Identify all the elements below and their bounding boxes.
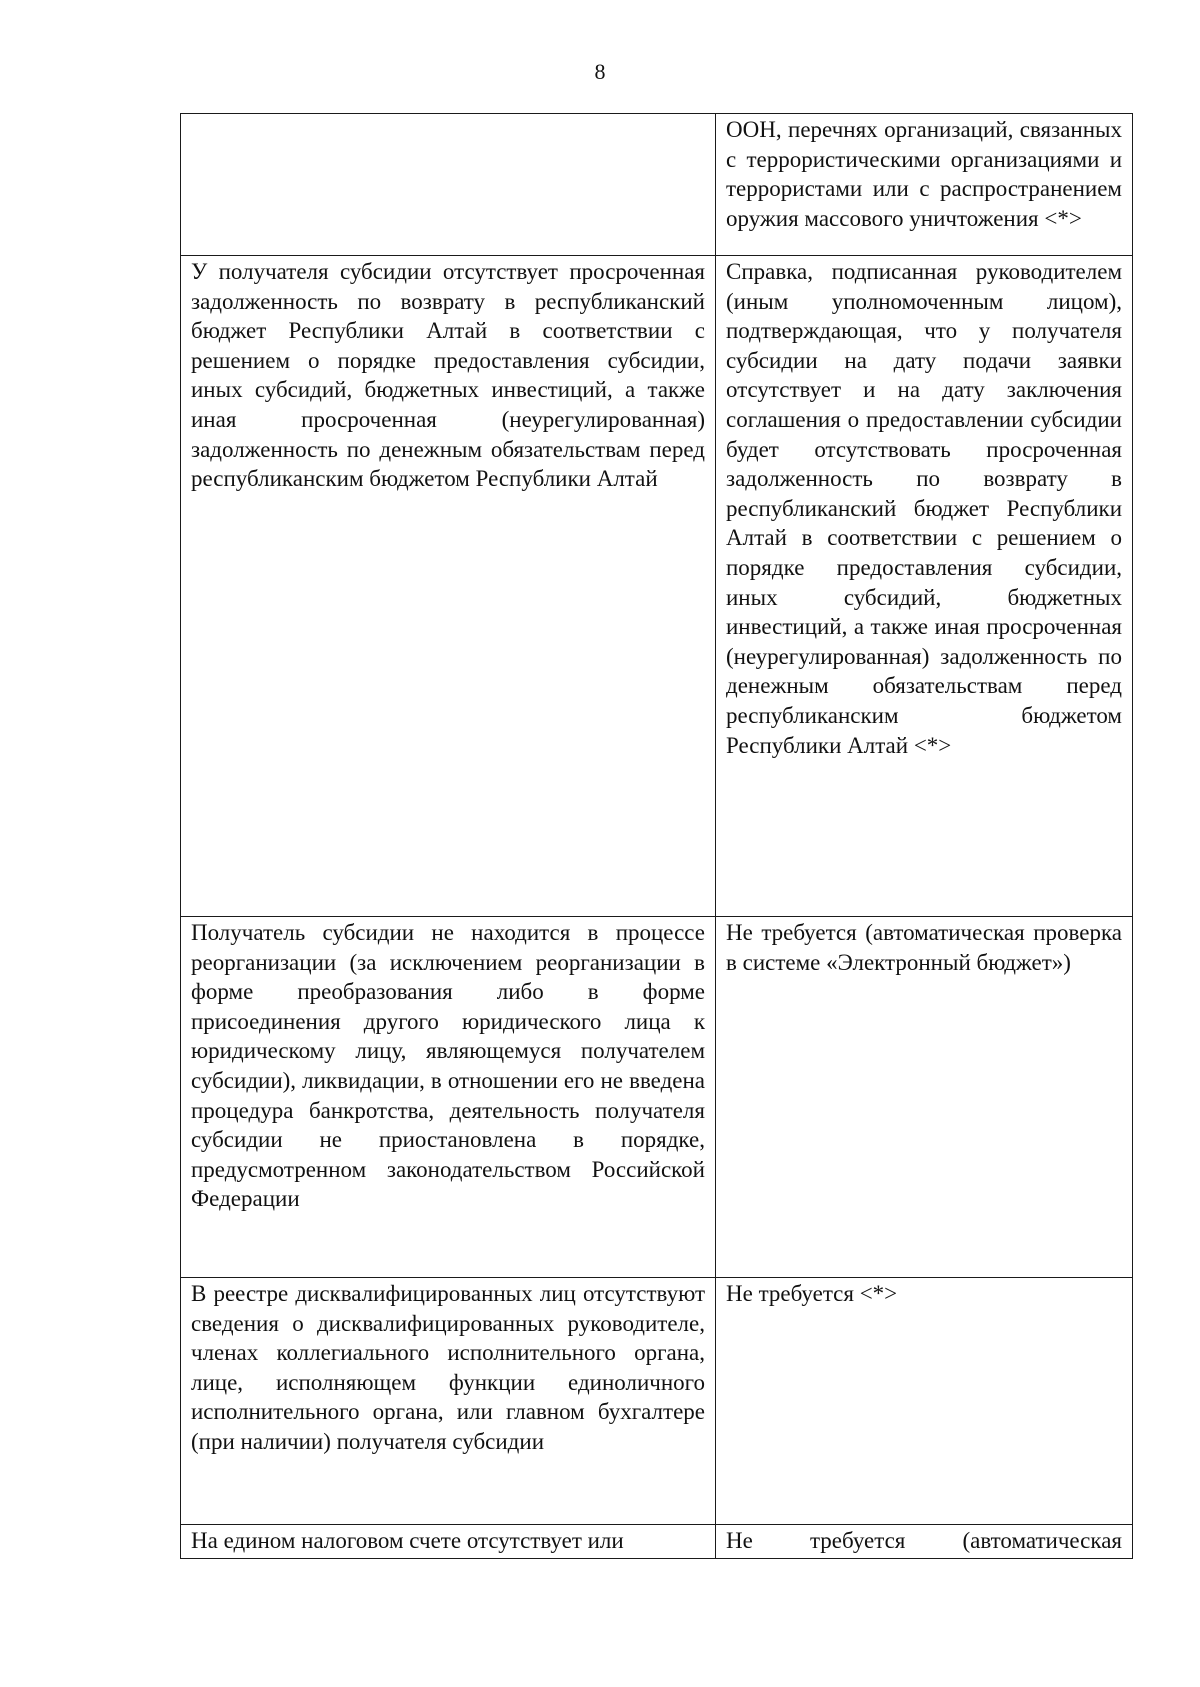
page-number: 8 — [594, 59, 606, 84]
table-row — [181, 1525, 1133, 1559]
document-cell: Не требуется (автоматическая проверка в системе «Электронный бюджет») — [716, 917, 1133, 1278]
table-row — [181, 256, 1133, 917]
table-row — [181, 1278, 1133, 1525]
document-cell: Справка, подписанная руководителем (иным уполномоченным лицом), подтверждающая, что у получателя субсидии на дату подачи заявки отсутствует и на дату заключения соглашения о предоставлении субсидии будет отсутствовать просроченная задолженность по возврату в республиканский бюджет Республики Алтай в соответствии с решением о порядке предоставления субсидии, иных субсидий, бюджетных инвестиций, а также иная просроченная (неурегулированная) задолженность по денежным обязательствам перед республиканским бюджетом Республики Алтай <*> — [716, 256, 1133, 917]
document-cell: Не требуется (автоматическая — [716, 1525, 1133, 1559]
table-row — [181, 114, 1133, 256]
requirement-cell: У получателя субсидии отсутствует просроченная задолженность по возврату в республиканский бюджет Республики Алтай в соответствии с решением о порядке предоставления субсидии, иных субсидий, бюджетных инвестиций, а также иная просроченная (неурегулированная) задолженность по денежным обязательствам перед республиканским бюджетом Республики Алтай — [181, 256, 716, 917]
document-cell: ООН, перечнях организаций, связанных с террористическими организациями и террористами или с распространением оружия массового уничтожения <*> — [716, 114, 1133, 256]
table-row — [181, 917, 1133, 1278]
document-cell: Не требуется <*> — [716, 1278, 1133, 1525]
requirement-cell — [181, 114, 716, 256]
requirement-cell: Получатель субсидии не находится в процессе реорганизации (за исключением реорганизации в форме преобразования либо в форме присоединения другого юридического лица к юридическому лицу, являющемуся получателем субсидии), ликвидации, в отношении его не введена процедура банкротства, деятельность получателя субсидии не приостановлена в порядке, предусмотренном законодательством Российской Федерации — [181, 917, 716, 1278]
requirements-table — [180, 113, 1133, 1559]
requirement-cell: В реестре дисквалифицированных лиц отсутствуют сведения о дисквалифицированных руководителе, членах коллегиального исполнительного органа, лице, исполняющем функции единоличного исполнительного органа, или главном бухгалтере (при наличии) получателя субсидии — [181, 1278, 716, 1525]
requirement-cell: На едином налоговом счете отсутствует или — [181, 1525, 716, 1559]
